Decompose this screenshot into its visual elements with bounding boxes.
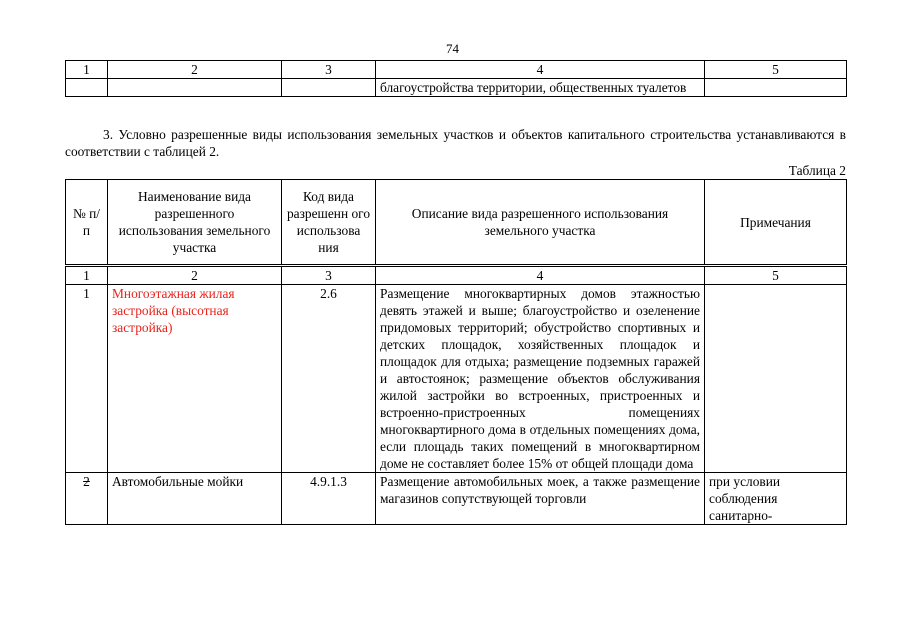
column-number-row xyxy=(66,61,847,79)
page-number: 74 xyxy=(446,41,459,56)
row-code: 4.9.1.3 xyxy=(282,473,376,525)
header-description: Описание вида разрешенного использования земельного участка xyxy=(376,180,705,266)
row-num: 1 xyxy=(66,285,108,473)
row-description: Размещение многоквартирных домов этажностью девять этажей и выше; благоустройство и озеленение придомовых территорий; обустройство спортивных и детских площадок, хозяйственных площадок и площадок для отдыха; размещение подземных гаражей и автостоянок; размещение объектов обслуживания жилой застройки во встроенных, пристроенных и встроенно-пристроенных помещениях многоквартирного дома в отдельных помещениях дома, если площадь таких помещений в многоквартирном доме не составляет более 15% от общей площади дома xyxy=(376,285,705,473)
body-paragraph: 3. Условно разрешенные виды использования земельных участков и объектов капитального строительства устанавливаются в соответствии с таблицей 2. xyxy=(65,127,846,159)
header-name: Наименование вида разрешенного использования земельного участка xyxy=(108,180,282,266)
col-number: 4 xyxy=(376,61,705,79)
col-number: 5 xyxy=(705,61,847,79)
row-name: Автомобильные мойки xyxy=(108,473,282,525)
cell-description: благоустройства территории, общественных туалетов xyxy=(376,79,705,97)
col-number: 3 xyxy=(282,266,376,285)
col-number: 3 xyxy=(282,61,376,79)
table-row xyxy=(66,473,847,525)
row-description: Размещение автомобильных моек, а также размещение магазинов сопутствующей торговли xyxy=(376,473,705,525)
col-number: 1 xyxy=(66,266,108,285)
land-use-table xyxy=(65,179,847,525)
cell-code xyxy=(282,79,376,97)
column-number-row xyxy=(66,266,847,285)
col-number: 2 xyxy=(108,61,282,79)
table-caption: Таблица 2 xyxy=(788,163,846,178)
row-code: 2.6 xyxy=(282,285,376,473)
header-notes: Примечания xyxy=(705,180,847,266)
table-header-row xyxy=(66,180,847,266)
cell-notes xyxy=(705,79,847,97)
header-code: Код вида разрешенн ого использова ния xyxy=(282,180,376,266)
col-number: 4 xyxy=(376,266,705,285)
col-number: 1 xyxy=(66,61,108,79)
header-num: № п/п xyxy=(66,180,108,266)
continuation-table xyxy=(65,60,847,97)
col-number: 5 xyxy=(705,266,847,285)
table-row xyxy=(66,285,847,473)
row-notes xyxy=(705,285,847,473)
row-notes: при условии соблюдения санитарно- xyxy=(705,473,847,525)
row-name-highlighted: Многоэтажная жилая застройка (высотная застройка) xyxy=(108,285,282,473)
col-number: 2 xyxy=(108,266,282,285)
cell-name xyxy=(108,79,282,97)
table-row xyxy=(66,79,847,97)
row-num-struck: 2 xyxy=(66,473,108,525)
cell-num xyxy=(66,79,108,97)
